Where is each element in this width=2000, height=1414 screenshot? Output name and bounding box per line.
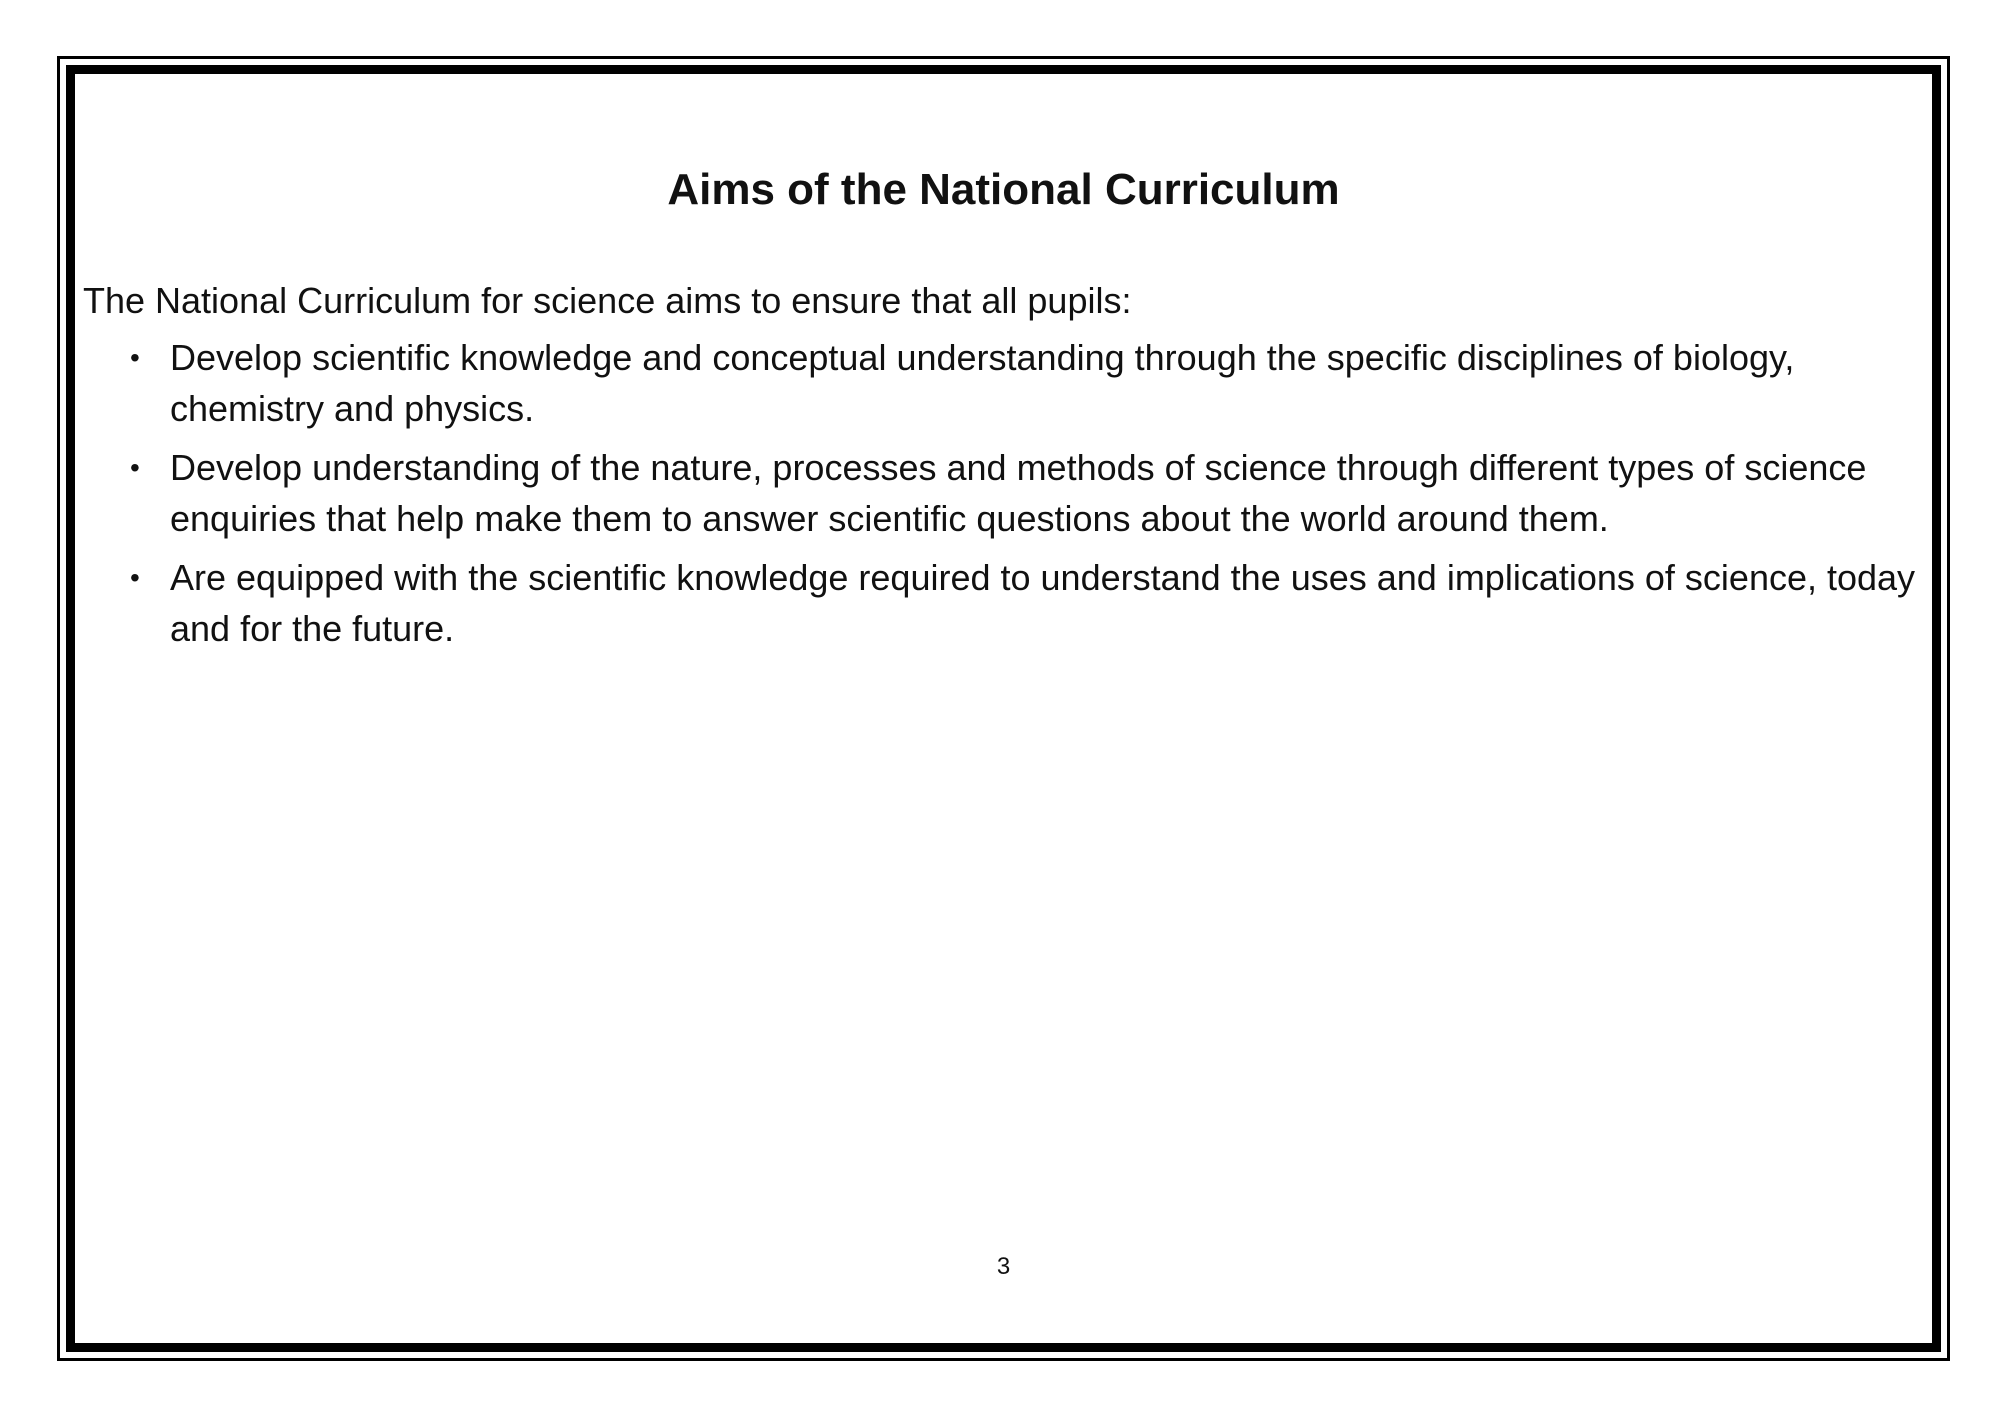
aim-text: Develop understanding of the nature, processes and methods of science through different types of science enquiries that help make them to answer scientific questions about the world around them. (170, 447, 1867, 539)
list-item (130, 442, 1930, 544)
bullet-icon: • (130, 452, 140, 483)
aim-text: Are equipped with the scientific knowledge required to understand the uses and implications of science, today and for the future. (170, 557, 1916, 649)
aims-list (130, 332, 1930, 662)
list-item (130, 552, 1930, 654)
page-number: 3 (996, 1253, 1011, 1280)
list-item (130, 332, 1930, 434)
page-content (75, 74, 1932, 1343)
aim-text: Develop scientific knowledge and conceptual understanding through the specific disciplines of biology, chemistry and physics. (170, 337, 1795, 429)
intro-text: The National Curriculum for science aims to ensure that all pupils: (83, 280, 1132, 321)
bullet-icon: • (130, 342, 140, 373)
bullet-icon: • (130, 562, 140, 593)
page-title: Aims of the National Curriculum (667, 165, 1340, 214)
